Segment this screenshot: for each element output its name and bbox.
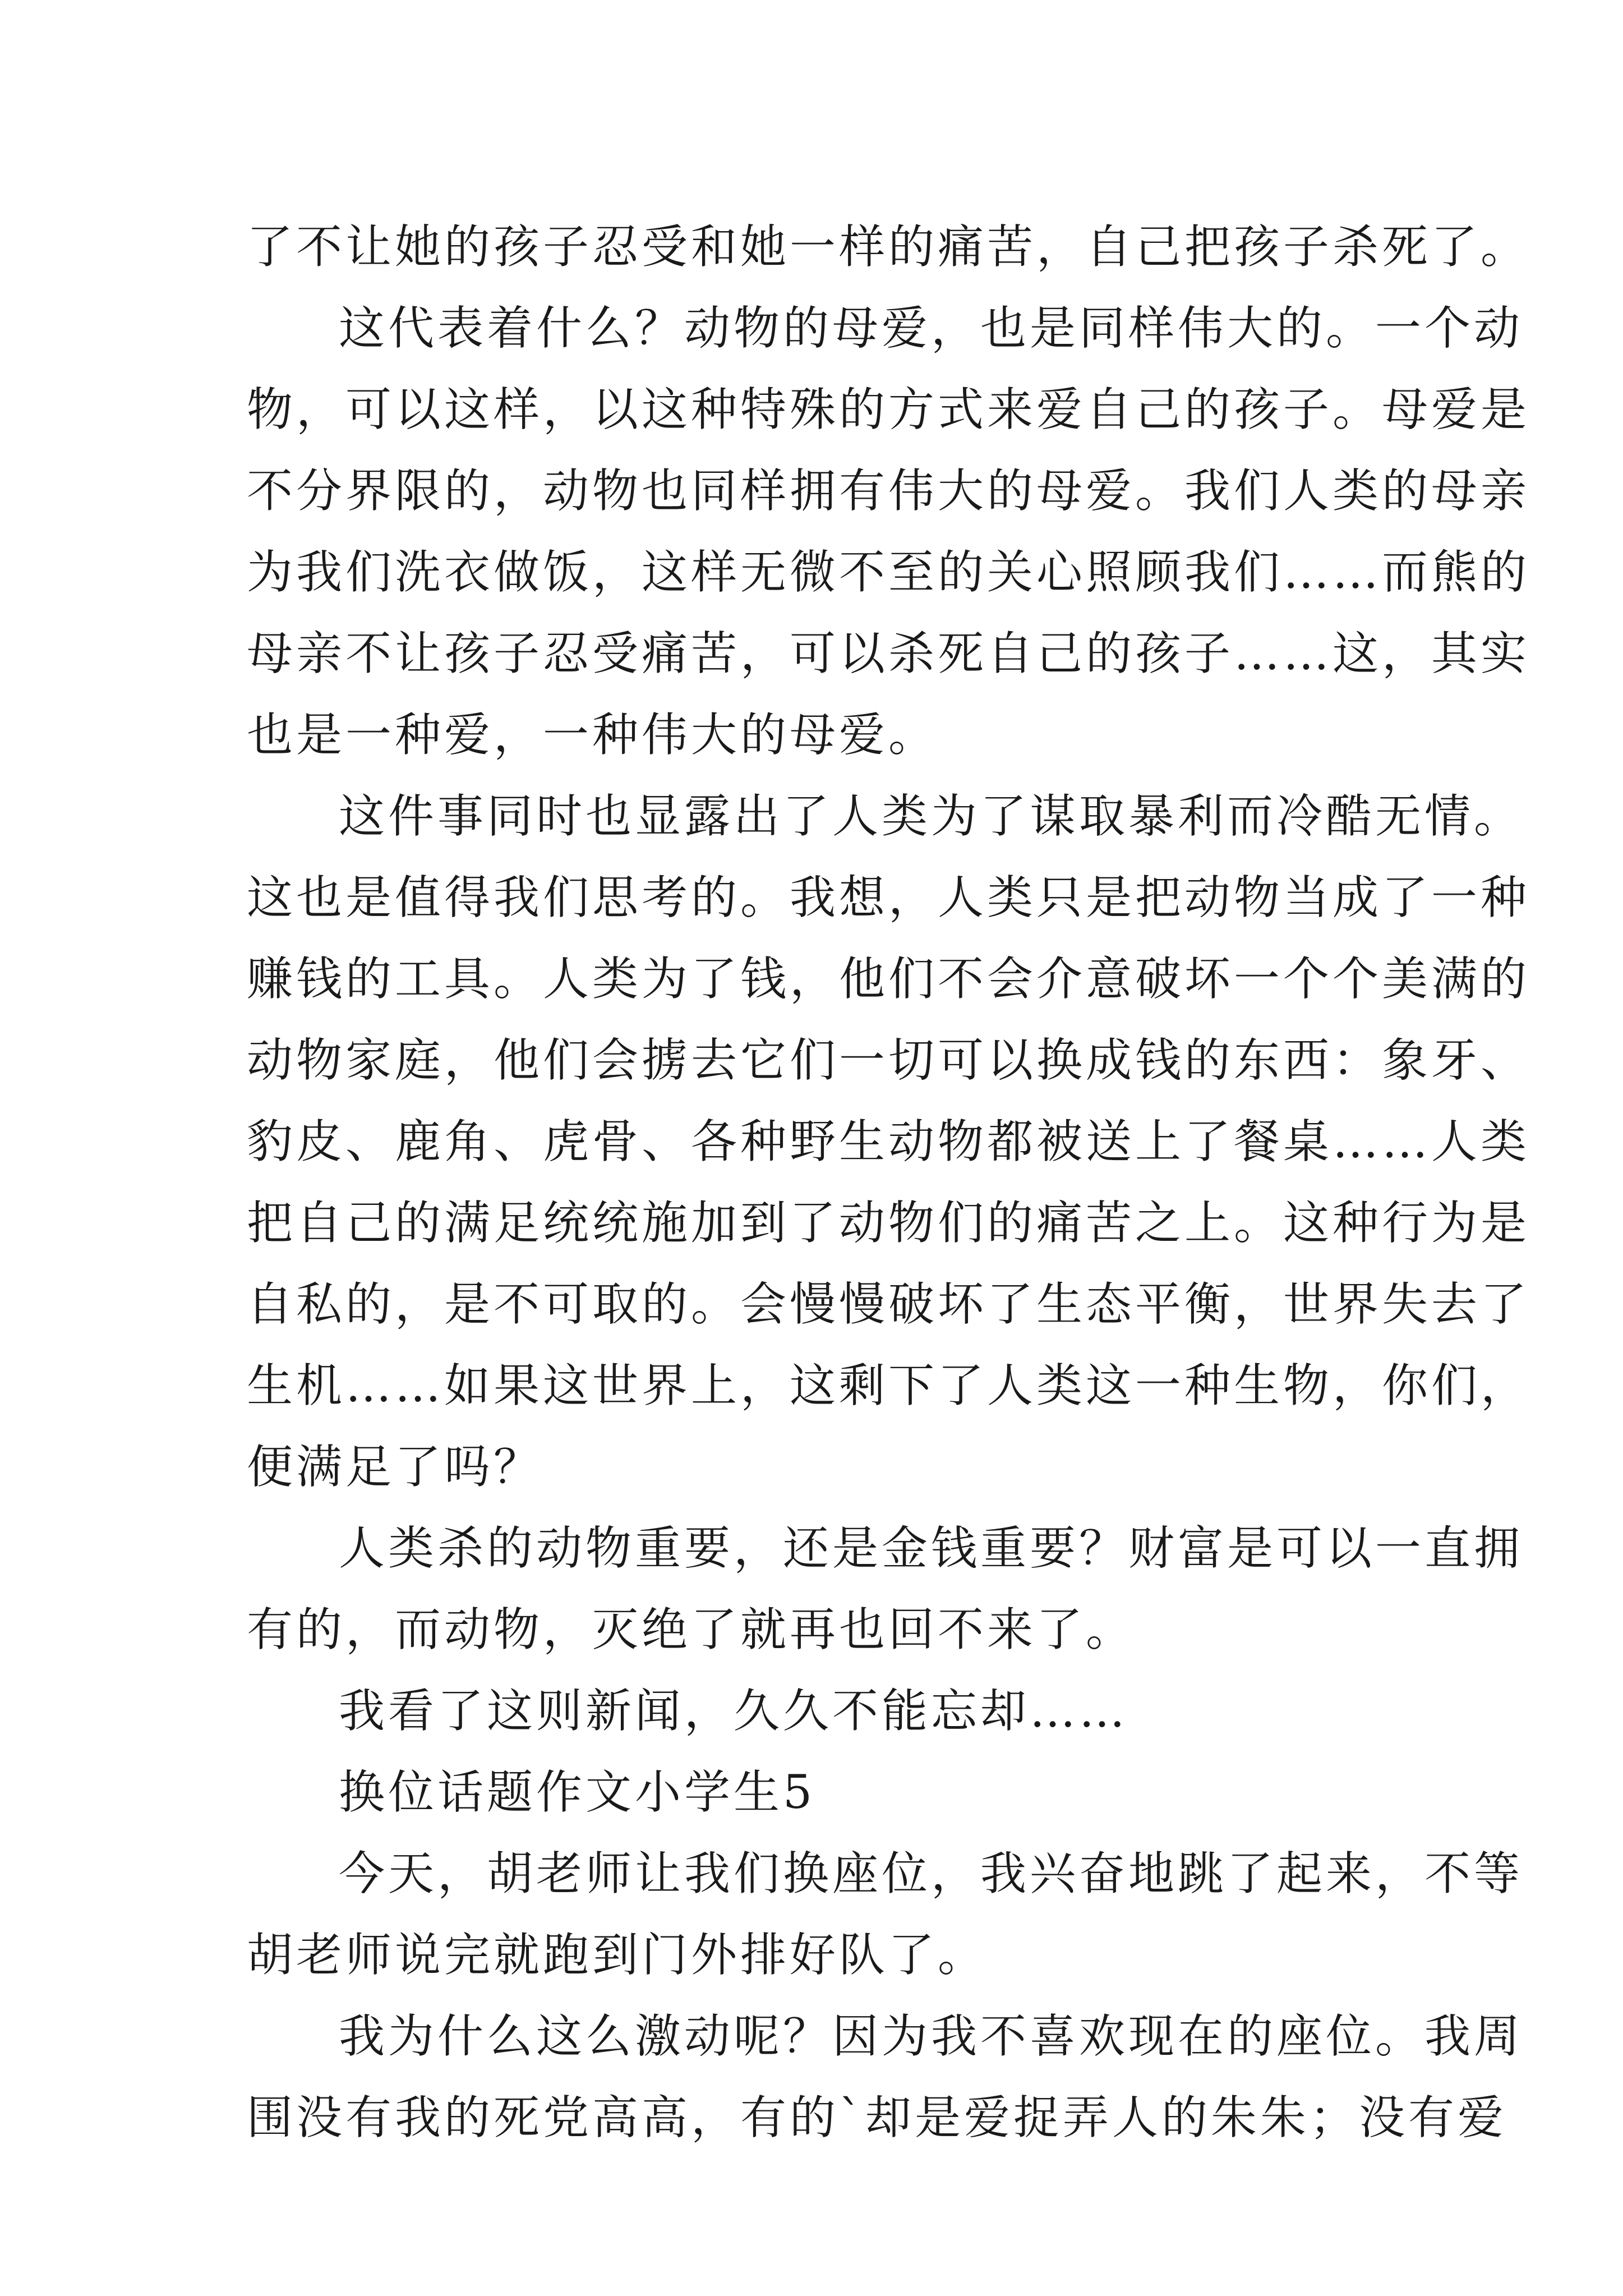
heading-text: 换位话题作文小学生5 <box>339 1766 816 1819</box>
text-line: 有的，而动物，灭绝了就再也回不来了。 <box>247 1603 1136 1657</box>
text-line: 这代表着什么？动物的母爱，也是同样伟大的。一个动 <box>339 302 1524 355</box>
paragraph-7 <box>247 1833 1524 1996</box>
text-line: 母亲不让孩子忍受痛苦，可以杀死自己的孩子……这，其实 <box>247 627 1530 680</box>
text-line: 今天，胡老师让我们换座位，我兴奋地跳了起来，不等 <box>339 1847 1524 1901</box>
text-line: 不分界限的，动物也同样拥有伟大的母爱。我们人类的母亲 <box>247 464 1530 518</box>
text-line: 生机……如果这世界上，这剩下了人类这一种生物，你们， <box>247 1359 1530 1412</box>
text-line: 赚钱的工具。人类为了钱，他们不会介意破坏一个个美满的 <box>247 953 1530 1006</box>
text-line: 动物家庭，他们会掳去它们一切可以换成钱的东西：象牙、 <box>247 1034 1530 1087</box>
text-line: 人类杀的动物重要，还是金钱重要？财富是可以一直拥 <box>339 1522 1524 1575</box>
text-line: 围没有我的死党高高，有的`却是爱捉弄人的朱朱；没有爱 <box>247 2091 1507 2145</box>
text-line: 豹皮、鹿角、虎骨、各种野生动物都被送上了餐桌……人类 <box>247 1115 1530 1168</box>
text-line: 物，可以这样，以这种特殊的方式来爱自己的孩子。母爱是 <box>247 383 1530 436</box>
text-line: 这件事同时也显露出了人类为了谋取暴利而冷酷无情。 <box>339 790 1524 843</box>
text-line: 把自己的满足统统施加到了动物们的痛苦之上。这种行为是 <box>247 1197 1530 1250</box>
text-line: 自私的，是不可取的。会慢慢破坏了生态平衡，世界失去了 <box>247 1278 1530 1331</box>
text-line: 我看了这则新闻，久久不能忘却…… <box>339 1685 1129 1738</box>
text-line: 为我们洗衣做饭，这样无微不至的关心照顾我们……而熊的 <box>247 546 1530 599</box>
text-line: 便满足了吗？ <box>247 1441 543 1494</box>
paragraph-3 <box>247 776 1530 1508</box>
body-text <box>247 206 1530 2159</box>
text-line: 了不让她的孩子忍受和她一样的痛苦，自己把孩子杀死了。 <box>247 220 1530 274</box>
text-line: 也是一种爱，一种伟大的母爱。 <box>247 708 938 762</box>
text-line: 这也是值得我们思考的。我想，人类只是把动物当成了一种 <box>247 871 1530 924</box>
paragraph-1 <box>247 206 1530 288</box>
paragraph-5 <box>247 1671 1391 1752</box>
section-heading <box>247 1752 1391 1833</box>
paragraph-4 <box>247 1508 1524 1671</box>
paragraph-2 <box>247 288 1530 776</box>
text-line: 胡老师说完就跑到门外排好队了。 <box>247 1929 988 1982</box>
paragraph-8 <box>247 1996 1524 2159</box>
text-line: 我为什么这么激动呢？因为我不喜欢现在的座位。我周 <box>339 2010 1524 2063</box>
